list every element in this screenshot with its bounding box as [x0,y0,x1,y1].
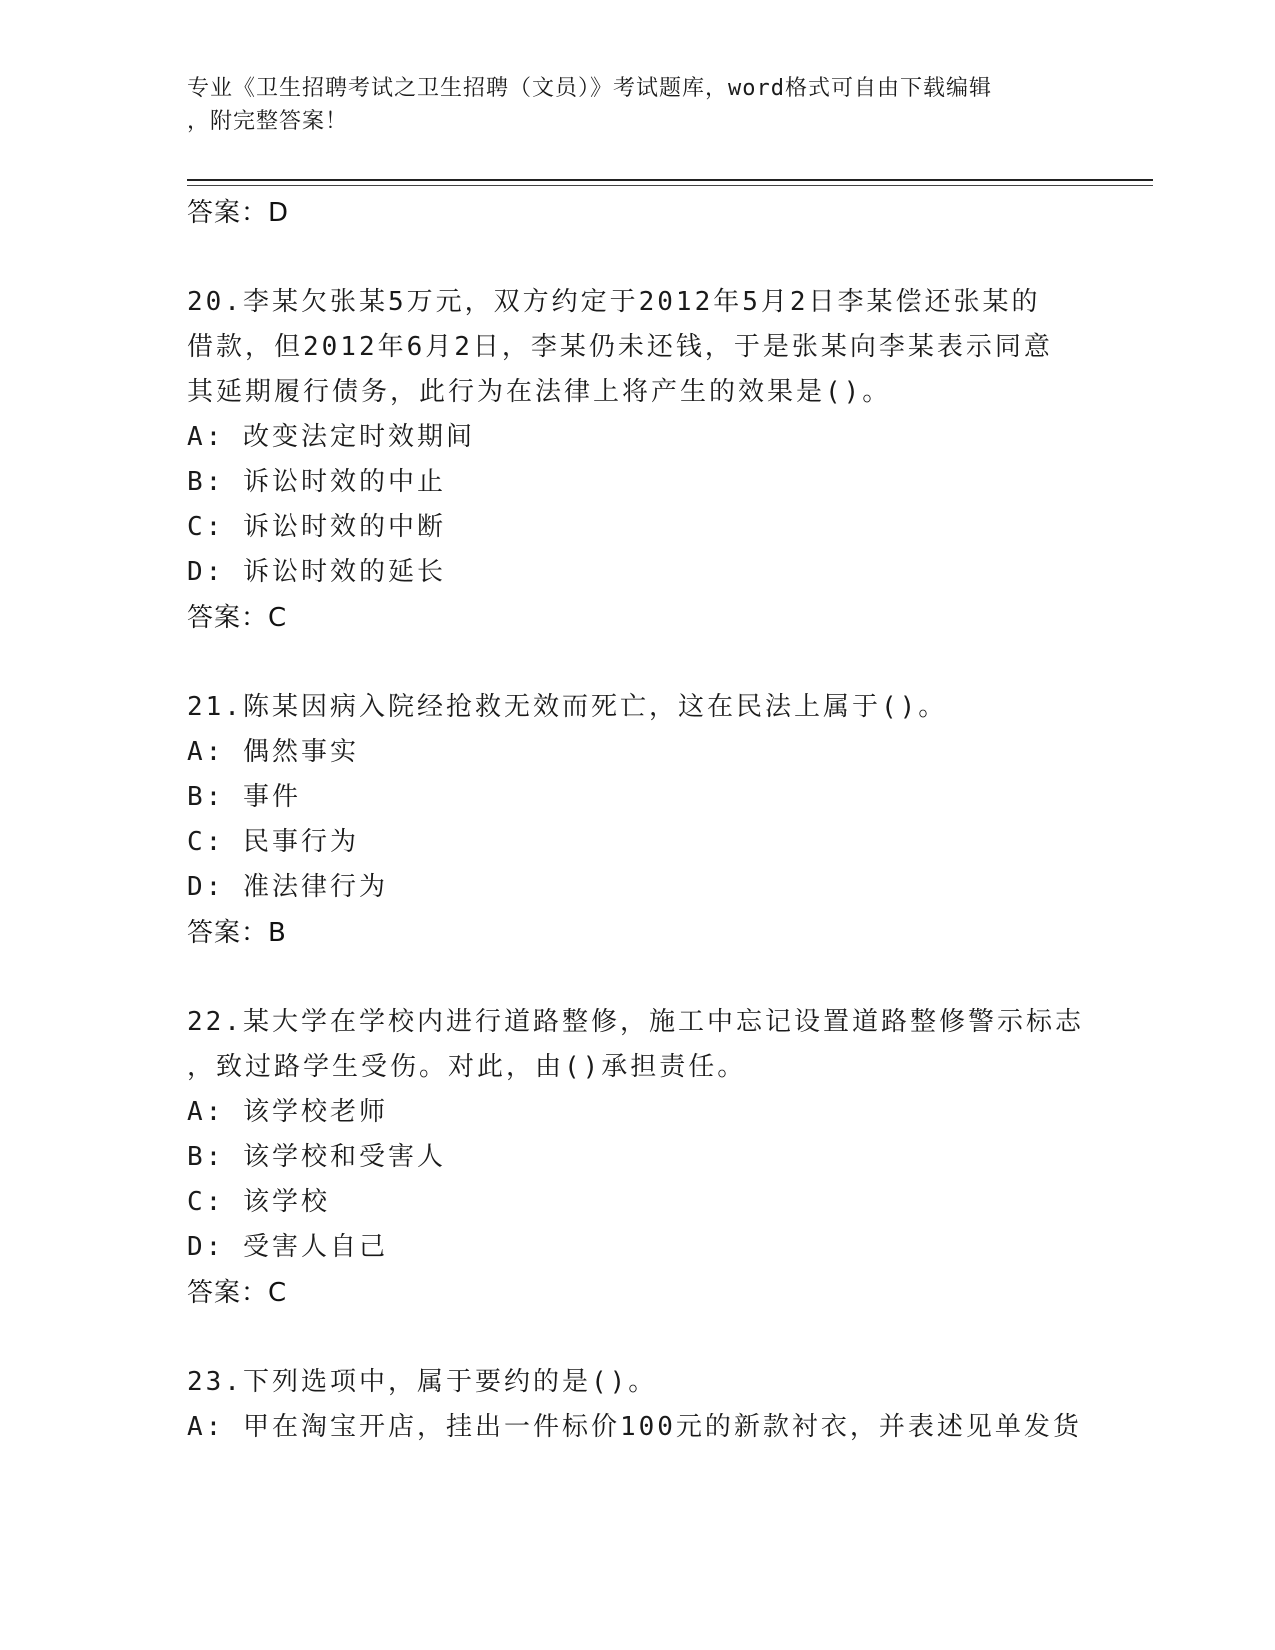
option-a: A: 甲在淘宝开店，挂出一件标价100元的新款衬衣，并表述见单发货 [187,1412,1082,1442]
spacer [187,1316,1087,1360]
option-b: B: 事件 [187,782,301,812]
answer: 答案：C [187,603,288,633]
question-text-line: 22.某大学在学校内进行道路整修，施工中忘记设置道路整修警示标志 [187,1007,1084,1037]
answer: 答案：C [187,1278,288,1308]
option-c: C: 该学校 [187,1187,330,1217]
option-a: A: 该学校老师 [187,1097,388,1127]
question-text-line: ，致过路学生受伤。对此，由()承担责任。 [187,1052,747,1082]
option-a: A: 偶然事实 [187,737,359,767]
option-b: B: 该学校和受害人 [187,1142,446,1172]
question-22 [187,1000,1087,1316]
question-21 [187,685,1087,956]
option-d: D: 准法律行为 [187,872,388,902]
question-text-line: 20.李某欠张某5万元，双方约定于2012年5月2日李某偿还张某的 [187,287,1041,317]
previous-answer: 答案：D [187,198,290,228]
question-text-line: 借款，但2012年6月2日，李某仍未还钱，于是张某向李某表示同意 [187,332,1053,362]
option-d: D: 受害人自己 [187,1232,388,1262]
answer: 答案：B [187,918,287,948]
spacer [187,641,1087,685]
option-b: B: 诉讼时效的中止 [187,467,446,497]
header-divider-thick [187,179,1153,181]
question-text-line: 其延期履行债务，此行为在法律上将产生的效果是()。 [187,377,892,407]
header-divider-thin [187,185,1153,186]
question-text-line: 23.下列选项中，属于要约的是()。 [187,1367,658,1397]
option-d: D: 诉讼时效的延长 [187,557,446,587]
spacer [187,236,1087,280]
header-line-1: 专业《卫生招聘考试之卫生招聘（文员）》考试题库，word格式可自由下载编辑 [187,76,992,101]
option-c: C: 诉讼时效的中断 [187,512,446,542]
question-23 [187,1360,1087,1450]
spacer [187,956,1087,1000]
header-line-2: ，附完整答案！ [187,109,349,134]
option-a: A: 改变法定时效期间 [187,422,475,452]
option-c: C: 民事行为 [187,827,359,857]
question-20 [187,280,1087,641]
document-header [187,72,1087,138]
question-list [187,190,1087,1450]
question-text-line: 21.陈某因病入院经抢救无效而死亡，这在民法上属于()。 [187,692,948,722]
